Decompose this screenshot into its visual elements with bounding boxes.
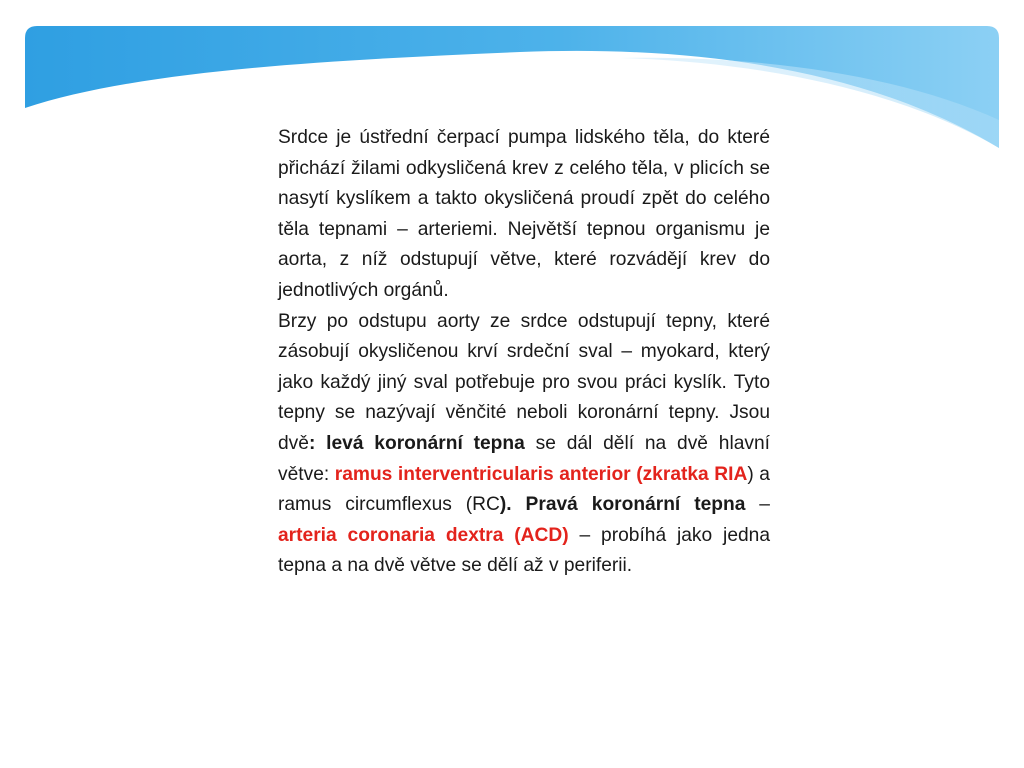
paragraph-heart: Srdce je ústřední čerpací pumpa lidského těla, do které přichází žilami odkysličená krev z celého těla, v plicích se nasytí kyslíkem a takto okysličená proudí zpět do celého těla tepnami – arteriemi. Největší tepnou organismu je aorta, z níž odstupují větve, které rozvádějí krev do jednotlivých orgánů.	[278, 127, 770, 301]
dash: –	[745, 494, 770, 516]
left-coronary-artery: levá koronární tepna	[315, 432, 525, 454]
colon-bold: :	[308, 432, 316, 454]
ria-term: ramus interventricularis anterior (zkratka RIA	[334, 463, 748, 485]
acd-term: arteria coronaria dextra (ACD)	[278, 524, 569, 546]
ending-text: – probíhá jako jedna tepna a na dvě větve se dělí až v periferii.	[278, 524, 771, 577]
paragraph-coronary	[278, 307, 770, 582]
coronary-intro: Brzy po odstupu aorty ze srdce odstupují tepny, které zásobují okysličenou krví srdeční sval – myokard, který jako každý jiný sval potřebuje pro svou práci kyslík. Tyto tepny se nazývají věnčité neboli koronární tepny. Jsou dvě	[278, 310, 770, 454]
right-coronary-artery: ). Pravá koronární tepna	[499, 494, 746, 516]
left-branch-text: se dál dělí na dvě hlavní větve:	[278, 432, 770, 485]
body-text	[278, 123, 770, 582]
rc-text: ) a ramus circumflexus (RC	[278, 463, 770, 516]
